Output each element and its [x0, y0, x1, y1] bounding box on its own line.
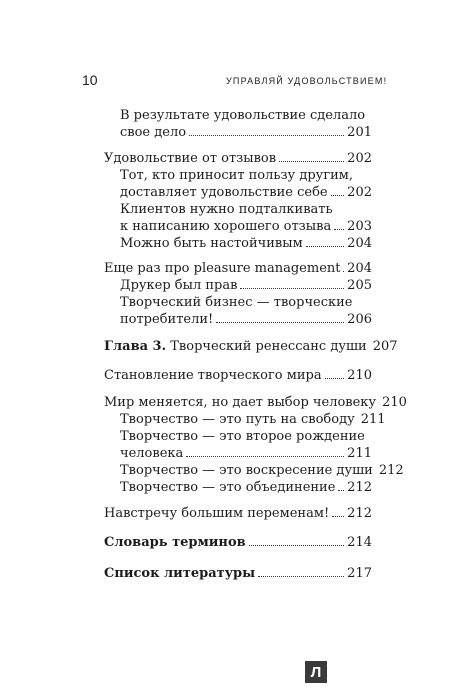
- toc-page-number: 204: [347, 236, 372, 251]
- publisher-logo-icon: [305, 661, 327, 683]
- toc-entry: [120, 446, 372, 462]
- toc-page-number: 212: [378, 463, 404, 478]
- dot-leader: [306, 236, 344, 247]
- dot-leader: [186, 446, 344, 457]
- toc-entry-title: Становление творческого мира: [104, 368, 322, 383]
- toc-section-entry: [104, 535, 372, 551]
- toc-page-number: 204: [347, 261, 372, 276]
- toc-entry-title: Можно быть настойчивым: [120, 236, 303, 251]
- toc-section-entry: [104, 566, 372, 582]
- toc-entry: [120, 185, 372, 201]
- toc-entry-title: к написанию хорошего отзыва: [120, 219, 332, 234]
- toc-entry: [104, 395, 407, 411]
- toc-page-number: 214: [347, 535, 372, 550]
- toc-entry-title: Творческий ренессанс души: [170, 339, 367, 354]
- toc-entry: [120, 219, 372, 235]
- dot-leader: [332, 506, 344, 517]
- toc-entry: [104, 151, 372, 167]
- toc-page-number: 210: [382, 395, 407, 410]
- toc-entry: [120, 412, 386, 428]
- toc-entry: [120, 236, 372, 252]
- toc-entry-title: доставляет удовольствие себе: [120, 185, 328, 200]
- toc-entry-title: Еще раз про pleasure management: [104, 261, 341, 276]
- toc-page-number: 201: [347, 125, 372, 140]
- running-title: УПРАВЛЯЙ УДОВОЛЬСТВИЕМ!: [226, 76, 388, 86]
- dot-leader: [331, 185, 345, 196]
- toc-entry-title: Творчество — это путь на свободу: [120, 412, 355, 427]
- chapter-number: Глава 3.: [104, 339, 167, 354]
- toc-entry-line: Клиентов нужно подталкивать: [120, 202, 333, 217]
- dot-leader: [249, 535, 345, 546]
- toc-entry: [104, 368, 372, 384]
- dot-leader: [258, 566, 344, 577]
- toc-entry-title: человека: [120, 446, 184, 461]
- toc-entry-title: Навстречу большим переменам!: [104, 506, 330, 521]
- toc-page-number: 212: [347, 480, 372, 495]
- toc-page-number: 202: [347, 151, 372, 166]
- toc-entry-title: Творчество — это объединение: [120, 480, 336, 495]
- toc-entry: [120, 312, 372, 328]
- toc-entry: [104, 261, 372, 277]
- toc-page-number: 202: [347, 185, 372, 200]
- dot-leader: [325, 368, 345, 379]
- toc-page-number: 205: [347, 278, 372, 293]
- toc-entry: [120, 480, 372, 496]
- toc-page-number: 212: [347, 506, 372, 521]
- toc-entry-line: Творчество — это второе рождение: [120, 429, 365, 444]
- toc-page-number: 207: [372, 339, 398, 354]
- toc-entry: [120, 278, 372, 294]
- toc-entry-line: В результате удовольствие сделало: [120, 108, 366, 123]
- page-number: 10: [82, 72, 98, 88]
- toc-entry-line: Тот, кто приносит пользу другим,: [120, 168, 354, 183]
- dot-leader: [334, 219, 344, 230]
- dot-leader: [189, 125, 344, 136]
- toc-entry-title: свое дело: [120, 125, 187, 140]
- dot-leader: [279, 151, 344, 162]
- toc-entry: [104, 506, 372, 522]
- toc-entry-title: Друкер был прав: [120, 278, 238, 293]
- toc-entry-title: Список литературы: [104, 566, 256, 581]
- toc-entry-title: Словарь терминов: [104, 535, 246, 550]
- toc-page-number: 210: [347, 368, 372, 383]
- publisher-logo-letter: Л: [310, 663, 322, 681]
- dot-leader: [216, 312, 344, 323]
- toc-entry: [120, 125, 372, 141]
- toc-entry-title: Мир меняется, но дает выбор человеку: [104, 395, 377, 410]
- toc-page-number: 211: [347, 446, 372, 461]
- dot-leader: [240, 278, 344, 289]
- toc-page-number: 203: [347, 219, 372, 234]
- toc-entry-title: потребители!: [120, 312, 214, 327]
- toc-entry-title: Творчество — это воскресение души: [120, 463, 373, 478]
- toc-page-number: 206: [347, 312, 372, 327]
- toc-chapter-entry: [104, 339, 398, 355]
- toc-entry: [120, 463, 404, 479]
- dot-leader: [338, 480, 344, 491]
- dot-leader: [343, 261, 344, 272]
- toc-page-number: 211: [360, 412, 386, 427]
- toc-page-number: 217: [347, 566, 372, 581]
- toc-entry-line: Творческий бизнес — творческие: [120, 295, 353, 310]
- toc-entry-title: Удовольствие от отзывов: [104, 151, 277, 166]
